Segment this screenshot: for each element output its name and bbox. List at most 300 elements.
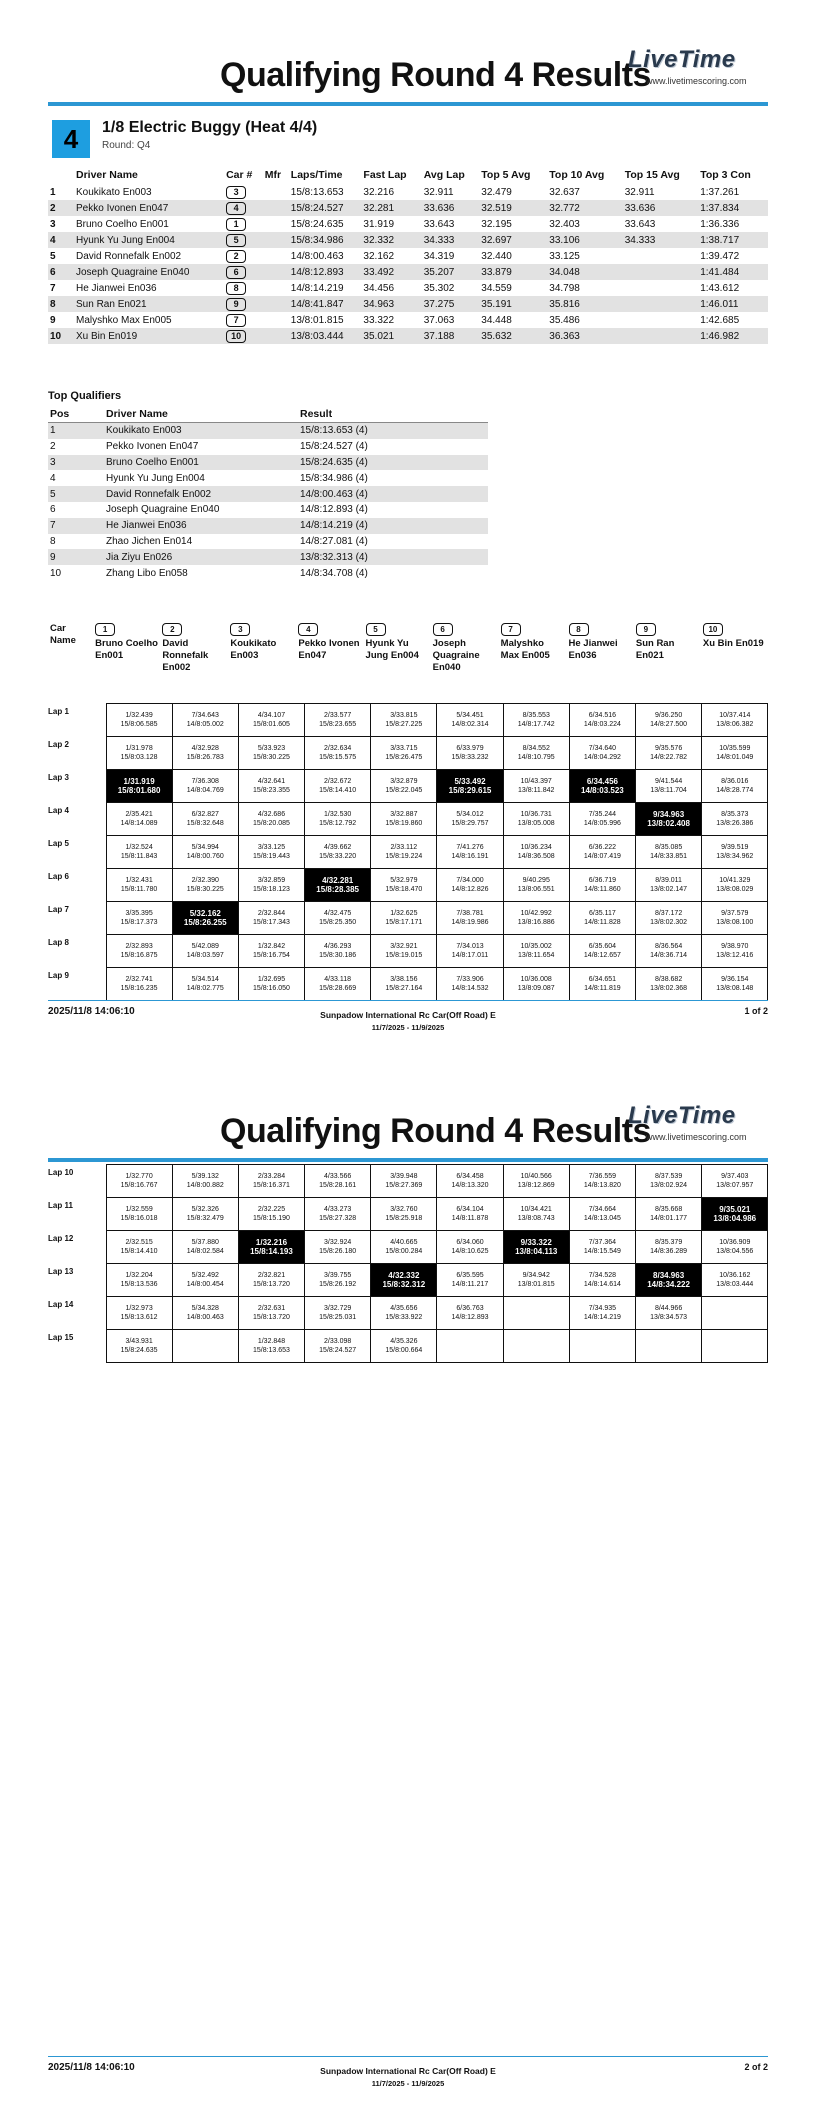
lap-cell — [437, 1264, 503, 1297]
lap-cell — [106, 968, 172, 1001]
lap-cell — [106, 869, 172, 902]
lap-pos-time: 8/38.682 — [654, 976, 683, 983]
lap-total: 15/8:25.918 — [385, 1215, 423, 1222]
lap-total: 15/8:01.680 — [117, 786, 161, 795]
lap-total: 14/8:11.878 — [451, 1215, 489, 1222]
result-avg: 35.302 — [423, 282, 455, 294]
result-fast: 32.216 — [363, 186, 395, 198]
lap-pos-time: 9/34.942 — [522, 1272, 550, 1279]
car-driver-name: Pekko Ivonen En047 — [298, 638, 360, 661]
car-driver-name: He Jianwei En036 — [568, 638, 618, 661]
lap-total: 13/8:08.148 — [716, 985, 754, 992]
result-mfr — [263, 216, 289, 232]
footer-datetime: 2025/11/8 14:06:10 — [48, 2062, 135, 2073]
result-row — [48, 184, 768, 200]
lap-cell — [371, 935, 437, 968]
lap-total: 15/8:16.767 — [120, 1182, 158, 1189]
lap-total: 13/8:02.408 — [647, 819, 690, 828]
lap-cell — [437, 935, 503, 968]
car-column-header — [160, 623, 228, 674]
lap-total: 13/8:12.869 — [517, 1182, 555, 1189]
result-laps: 15/8:24.527 — [289, 200, 362, 216]
lap-total: 15/8:32.648 — [186, 820, 224, 827]
lap-total: 14/8:10.795 — [517, 754, 555, 761]
car-column-header — [228, 623, 296, 674]
car-column-header — [567, 623, 634, 674]
result-fast: 34.963 — [361, 296, 421, 312]
lap-cell — [371, 1330, 437, 1363]
lap-total: 14/8:12.657 — [583, 952, 621, 959]
lap-pos-time: 3/39.948 — [390, 1173, 418, 1180]
lap-cell — [106, 737, 172, 770]
lap-pos-time: 9/37.579 — [721, 910, 749, 917]
lap-cell — [371, 737, 437, 770]
qualifier-driver: Pekko Ivonen En047 — [106, 441, 199, 453]
lap-total: 14/8:28.774 — [716, 787, 754, 794]
lap-total: 14/8:17.742 — [517, 721, 555, 728]
result-t3: 1:37.261 — [700, 186, 740, 198]
car-column-header — [431, 623, 499, 674]
lap-cell — [238, 1264, 304, 1297]
lap-cell — [238, 1165, 304, 1198]
result-fast: 33.322 — [363, 314, 395, 326]
lap-cell — [238, 737, 304, 770]
lap-cell — [172, 737, 238, 770]
result-pos: 2 — [48, 200, 74, 216]
lap-cell — [371, 1198, 437, 1231]
lap-cell — [569, 1198, 635, 1231]
lap-cell — [702, 737, 768, 770]
lap-pos-time: 4/32.475 — [324, 910, 352, 917]
lap-label: Lap 8 — [48, 937, 69, 947]
lap-cell — [106, 836, 172, 869]
lap-cell — [636, 836, 702, 869]
lap-cell — [371, 704, 437, 737]
car-number-box: 10 — [703, 623, 723, 636]
lap-total: 15/8:33.232 — [451, 754, 489, 761]
lap-cell — [636, 968, 702, 1001]
lap-total: 15/8:00.284 — [385, 1248, 423, 1255]
lap-pos-time: 1/32.625 — [390, 910, 418, 917]
lap-total: 15/8:26.255 — [183, 918, 227, 927]
lap-cell — [636, 737, 702, 770]
col-header: Car # — [226, 169, 253, 181]
result-mfr — [263, 328, 289, 344]
result-mfr — [263, 232, 289, 248]
lap-cell — [305, 1264, 371, 1297]
lap-cell — [371, 1231, 437, 1264]
footer-datetime: 2025/11/8 14:06:10 — [48, 1006, 135, 1017]
lap-total: 15/8:15.190 — [252, 1215, 290, 1222]
lap-pos-time: 10/36.731 — [520, 811, 552, 818]
lap-cell — [569, 968, 635, 1001]
lap-total: 14/8:19.986 — [451, 919, 489, 926]
lap-cell — [702, 1231, 768, 1264]
result-t10: 32.637 — [549, 186, 580, 198]
lap-pos-time: 7/38.781 — [456, 910, 484, 917]
result-mfr — [263, 200, 289, 216]
site-url: www.livetimescoring.com — [646, 76, 747, 86]
result-t10: 34.048 — [547, 264, 622, 280]
col-header: Top 10 Avg — [549, 169, 605, 181]
qualifier-result: 13/8:32.313 (4) — [298, 549, 488, 565]
result-t3: 1:43.612 — [700, 282, 740, 294]
lap-cell — [503, 803, 569, 836]
lap-pos-time: 1/32.973 — [125, 1305, 153, 1312]
lap-total: 14/8:15.549 — [583, 1248, 621, 1255]
lap-pos-time: 8/35.373 — [721, 811, 749, 818]
lap-total: 15/8:18.470 — [385, 886, 423, 893]
col-header: Top 5 Avg — [481, 169, 531, 181]
lap-pos-time: 1/32.216 — [255, 1238, 288, 1247]
lap-pos-time: 5/34.994 — [191, 844, 219, 851]
result-driver: Koukikato En003 — [76, 186, 152, 198]
car-number-box: 5 — [226, 234, 246, 247]
lap-pos-time: 7/34.664 — [588, 1206, 617, 1213]
lap-total: 13/8:07.957 — [716, 1182, 754, 1189]
car-number-box: 3 — [230, 623, 250, 636]
lap-label: Lap 13 — [48, 1266, 74, 1276]
lap-pos-time: 2/32.893 — [125, 943, 153, 950]
lap-pos-time: 7/34.935 — [588, 1305, 617, 1312]
lap-pos-time: 2/33.577 — [324, 712, 352, 719]
lap-pos-time: 4/32.686 — [257, 811, 286, 818]
result-t15 — [623, 248, 698, 264]
result-t5: 33.879 — [479, 264, 547, 280]
result-row — [48, 296, 768, 312]
lap-total: 14/8:34.222 — [647, 1280, 690, 1289]
lap-total: 14/8:11.860 — [584, 886, 621, 893]
lap-total: 15/8:15.575 — [319, 754, 357, 761]
result-pos: 1 — [50, 186, 56, 198]
result-t10: 33.125 — [549, 250, 580, 262]
lap-row — [48, 1330, 768, 1363]
result-t3: 1:38.717 — [698, 232, 768, 248]
lap-cell — [437, 737, 503, 770]
lap-total: 15/8:23.355 — [252, 787, 290, 794]
lap-cell — [172, 1231, 238, 1264]
car-column-header — [364, 623, 431, 674]
result-car — [224, 296, 263, 312]
livetime-logo: LiveTime — [628, 46, 736, 73]
result-avg: 37.275 — [422, 296, 480, 312]
result-t5: 35.632 — [479, 328, 547, 344]
lap-cell — [305, 1165, 371, 1198]
result-pos: 3 — [50, 218, 56, 230]
lap-total: 15/8:19.015 — [385, 952, 423, 959]
result-t15 — [623, 328, 698, 344]
lap-total: 13/8:08.743 — [517, 1215, 555, 1222]
result-driver: Pekko Ivonen En047 — [74, 200, 224, 216]
lap-total: 14/8:13.045 — [583, 1215, 621, 1222]
lap-pos-time: 3/32.879 — [390, 778, 418, 785]
lap-label: Lap 9 — [48, 970, 69, 980]
qualifier-pos: 1 — [48, 423, 104, 439]
lap-total: 15/8:03.128 — [120, 754, 158, 761]
lap-label: Lap 10 — [48, 1167, 74, 1177]
lap-total: 15/8:01.605 — [252, 721, 290, 728]
result-avg: 37.188 — [422, 328, 480, 344]
lap-pos-time: 5/33.492 — [454, 777, 486, 786]
lap-row — [48, 935, 768, 968]
lap-cell — [437, 1165, 503, 1198]
result-avg: 34.319 — [423, 250, 455, 262]
col-header: Laps/Time — [290, 169, 343, 181]
qualifier-row — [48, 549, 488, 565]
result-laps: 14/8:12.893 — [289, 264, 362, 280]
lap-total: 15/8:17.343 — [252, 919, 290, 926]
lap-pos-time: 5/33.923 — [257, 745, 286, 752]
footer-dates: 11/7/2025 - 11/9/2025 — [371, 1023, 445, 1032]
lap-total: 15/8:27.225 — [385, 721, 423, 728]
header-divider — [48, 1158, 768, 1162]
lap-cell — [636, 1198, 702, 1231]
lap-pos-time: 3/43.931 — [125, 1338, 153, 1345]
result-t10: 35.486 — [549, 314, 580, 326]
lap-cell — [702, 935, 768, 968]
lap-cell — [238, 1231, 304, 1264]
result-t3: 1:46.011 — [698, 296, 768, 312]
lap-pos-time: 4/34.107 — [257, 712, 286, 719]
lap-cell — [503, 1165, 569, 1198]
lap-row — [48, 1297, 768, 1330]
lap-pos-time: 2/32.390 — [191, 877, 219, 884]
lap-total: 14/8:04.769 — [186, 787, 224, 794]
result-laps: 15/8:34.986 — [289, 232, 362, 248]
lap-total: 15/8:18.123 — [252, 886, 290, 893]
site-url: www.livetimescoring.com — [646, 1132, 747, 1142]
qualifier-result: 15/8:34.986 (4) — [300, 472, 368, 484]
lap-total: 14/8:00.463 — [186, 1314, 224, 1321]
lap-total: 13/8:05.008 — [517, 820, 555, 827]
tq-col-header: Result — [298, 406, 488, 423]
lap-cell — [238, 902, 304, 935]
result-t3: 1:46.982 — [698, 328, 768, 344]
lap-total: 14/8:11.217 — [451, 1281, 489, 1288]
lap-total: 15/8:12.792 — [319, 820, 357, 827]
lap-pos-time: 6/35.604 — [588, 943, 617, 950]
top-qualifiers-title: Top Qualifiers — [48, 390, 122, 402]
lap-total: 15/8:28.161 — [319, 1182, 357, 1189]
heat-title: 1/8 Electric Buggy (Heat 4/4) — [102, 119, 318, 136]
lap-row — [48, 869, 768, 902]
lap-pos-time: 2/33.098 — [324, 1338, 352, 1345]
col-header: Mfr — [264, 169, 282, 181]
lap-pos-time: 7/34.013 — [456, 943, 484, 950]
lap-pos-time: 9/34.963 — [653, 810, 685, 819]
lap-total: 15/8:17.373 — [120, 919, 158, 926]
result-car — [224, 264, 263, 280]
lap-cell — [569, 902, 635, 935]
lap-pos-time: 6/34.651 — [588, 976, 617, 983]
lap-pos-time: 6/36.222 — [588, 844, 617, 851]
lap-total: 13/8:08.100 — [716, 919, 754, 926]
lap-total: 14/8:11.819 — [584, 985, 621, 992]
lap-pos-time: 3/33.715 — [390, 745, 418, 752]
lap-cell — [503, 1330, 569, 1363]
result-t15: 32.911 — [624, 186, 655, 198]
lap-pos-time: 2/32.741 — [125, 976, 153, 983]
lap-total: 13/8:34.573 — [650, 1314, 688, 1321]
result-laps: 14/8:14.219 — [290, 282, 344, 294]
lap-pos-time: 6/35.117 — [589, 910, 616, 917]
lap-cell — [106, 1297, 172, 1330]
lap-total: 14/8:17.011 — [451, 952, 489, 959]
lap-pos-time: 9/36.154 — [721, 976, 749, 983]
lap-cell — [702, 1198, 768, 1231]
lap-cell — [503, 737, 569, 770]
lap-cell — [569, 1330, 635, 1363]
lap-pos-time: 10/34.421 — [520, 1206, 552, 1213]
result-mfr — [263, 184, 289, 200]
lap-cell — [106, 1198, 172, 1231]
lap-cell — [569, 737, 635, 770]
lap-row — [48, 1231, 768, 1264]
lap-label: Lap 14 — [48, 1299, 74, 1309]
lap-total: 14/8:14.614 — [583, 1281, 621, 1288]
lap-pos-time: 8/44.966 — [654, 1305, 683, 1312]
lap-pos-time: 4/33.118 — [324, 976, 352, 983]
lap-row — [48, 902, 768, 935]
lap-cell — [437, 704, 503, 737]
lap-total: 15/8:26.180 — [319, 1248, 357, 1255]
result-t3: 1:36.336 — [700, 218, 740, 230]
qualifier-driver: Hyunk Yu Jung En004 — [106, 472, 205, 484]
car-number-box: 1 — [226, 218, 246, 231]
qualifier-row — [48, 502, 488, 518]
lap-pos-time: 7/36.308 — [191, 778, 219, 785]
lap-cell — [371, 1165, 437, 1198]
col-header: Avg Lap — [423, 169, 465, 181]
lap-pos-time: 7/34.643 — [191, 712, 219, 719]
lap-pos-time: 10/36.909 — [719, 1239, 751, 1246]
lap-cell — [569, 770, 635, 803]
lap-cell — [702, 704, 768, 737]
result-fast: 35.021 — [361, 328, 421, 344]
lap-cell — [636, 935, 702, 968]
result-pos: 8 — [48, 296, 74, 312]
result-mfr — [263, 264, 289, 280]
lap-pos-time: 6/36.719 — [588, 877, 617, 884]
result-driver: Bruno Coelho En001 — [76, 218, 169, 230]
lap-total: 15/8:27.369 — [385, 1182, 423, 1189]
result-avg: 32.911 — [423, 186, 454, 198]
lap-total: 13/8:04.113 — [515, 1247, 558, 1256]
result-avg: 35.207 — [422, 264, 480, 280]
lap-total: 15/8:16.235 — [120, 985, 158, 992]
result-t5: 32.440 — [481, 250, 512, 262]
car-column-header — [296, 623, 363, 674]
result-driver: He Jianwei En036 — [76, 282, 157, 294]
car-number-box: 9 — [636, 623, 656, 636]
result-car — [224, 184, 263, 200]
qualifier-pos: 7 — [48, 518, 104, 534]
car-column-header — [93, 623, 160, 674]
car-label: Car — [50, 623, 66, 634]
lap-cell — [172, 704, 238, 737]
result-fast: 31.919 — [363, 218, 395, 230]
qualifier-driver: Joseph Quagraine En040 — [106, 504, 220, 516]
result-fast: 32.281 — [361, 200, 421, 216]
result-driver: David Ronnefalk En002 — [76, 250, 182, 262]
tq-col-header: Driver Name — [104, 406, 298, 423]
qualifier-result: 14/8:12.893 (4) — [300, 504, 368, 516]
lap-total: 15/8:30.186 — [319, 952, 357, 959]
lap-cell — [238, 968, 304, 1001]
lap-cell — [503, 836, 569, 869]
lap-cell — [636, 803, 702, 836]
qualifier-driver: He Jianwei En036 — [104, 518, 298, 534]
lap-cell — [106, 1165, 172, 1198]
lap-cell — [238, 869, 304, 902]
qualifier-pos: 9 — [48, 549, 104, 565]
lap-total: 14/8:01.177 — [650, 1215, 688, 1222]
lap-pos-time: 8/36.564 — [654, 943, 683, 950]
lap-total: 14/8:14.532 — [451, 985, 489, 992]
lap-pos-time: 10/40.566 — [520, 1173, 552, 1180]
lap-cell — [172, 836, 238, 869]
lap-cell — [702, 869, 768, 902]
lap-cell — [371, 836, 437, 869]
lap-row — [48, 770, 768, 803]
lap-total: 15/8:00.664 — [385, 1347, 423, 1354]
lap-total: 15/8:28.385 — [316, 885, 359, 894]
lap-pos-time: 8/35.085 — [654, 844, 683, 851]
lap-pos-time: 2/32.225 — [257, 1206, 286, 1213]
result-t5: 32.697 — [479, 232, 547, 248]
lap-total: 14/8:36.289 — [650, 1248, 688, 1255]
result-t5: 35.191 — [479, 296, 547, 312]
lap-pos-time: 10/42.992 — [520, 910, 552, 917]
lap-pos-time: 1/32.439 — [125, 712, 153, 719]
lap-label: Lap 2 — [48, 739, 69, 749]
lap-pos-time: 4/32.928 — [191, 745, 219, 752]
lap-cell — [636, 1231, 702, 1264]
lap-total: 15/8:13.536 — [120, 1281, 158, 1288]
lap-total: 15/8:13.720 — [252, 1281, 290, 1288]
lap-cell — [371, 968, 437, 1001]
lap-cell — [172, 770, 238, 803]
result-row — [48, 264, 768, 280]
lap-pos-time: 2/32.634 — [324, 745, 352, 752]
car-driver-name: Koukikato En003 — [230, 638, 277, 661]
lap-pos-time: 4/35.656 — [390, 1305, 418, 1312]
result-t5: 32.479 — [481, 186, 512, 198]
lap-pos-time: 4/32.281 — [322, 876, 354, 885]
car-name-label — [48, 623, 93, 674]
car-number-box: 4 — [298, 623, 318, 636]
lap-total: 15/8:26.475 — [385, 754, 423, 761]
result-car — [224, 280, 263, 296]
result-pos: 7 — [50, 282, 56, 294]
lap-cell — [636, 1264, 702, 1297]
lap-cell — [503, 935, 569, 968]
lap-pos-time: 10/43.397 — [520, 778, 552, 785]
result-t15 — [623, 264, 698, 280]
lap-label: Lap 5 — [48, 838, 69, 848]
lap-pos-time: 4/40.665 — [390, 1239, 418, 1246]
lap-total: 13/8:02.368 — [650, 985, 688, 992]
lap-pos-time: 8/35.379 — [654, 1239, 683, 1246]
qualifier-driver: Jia Ziyu En026 — [104, 549, 298, 565]
result-pos: 9 — [50, 314, 56, 326]
qualifier-pos: 4 — [50, 472, 56, 484]
lap-total: 15/8:23.655 — [319, 721, 357, 728]
lap-pos-time: 3/35.395 — [125, 910, 153, 917]
lap-total: 15/8:11.780 — [120, 886, 158, 893]
lap-total: 15/8:27.164 — [385, 985, 423, 992]
lap-pos-time: 7/37.364 — [588, 1239, 617, 1246]
